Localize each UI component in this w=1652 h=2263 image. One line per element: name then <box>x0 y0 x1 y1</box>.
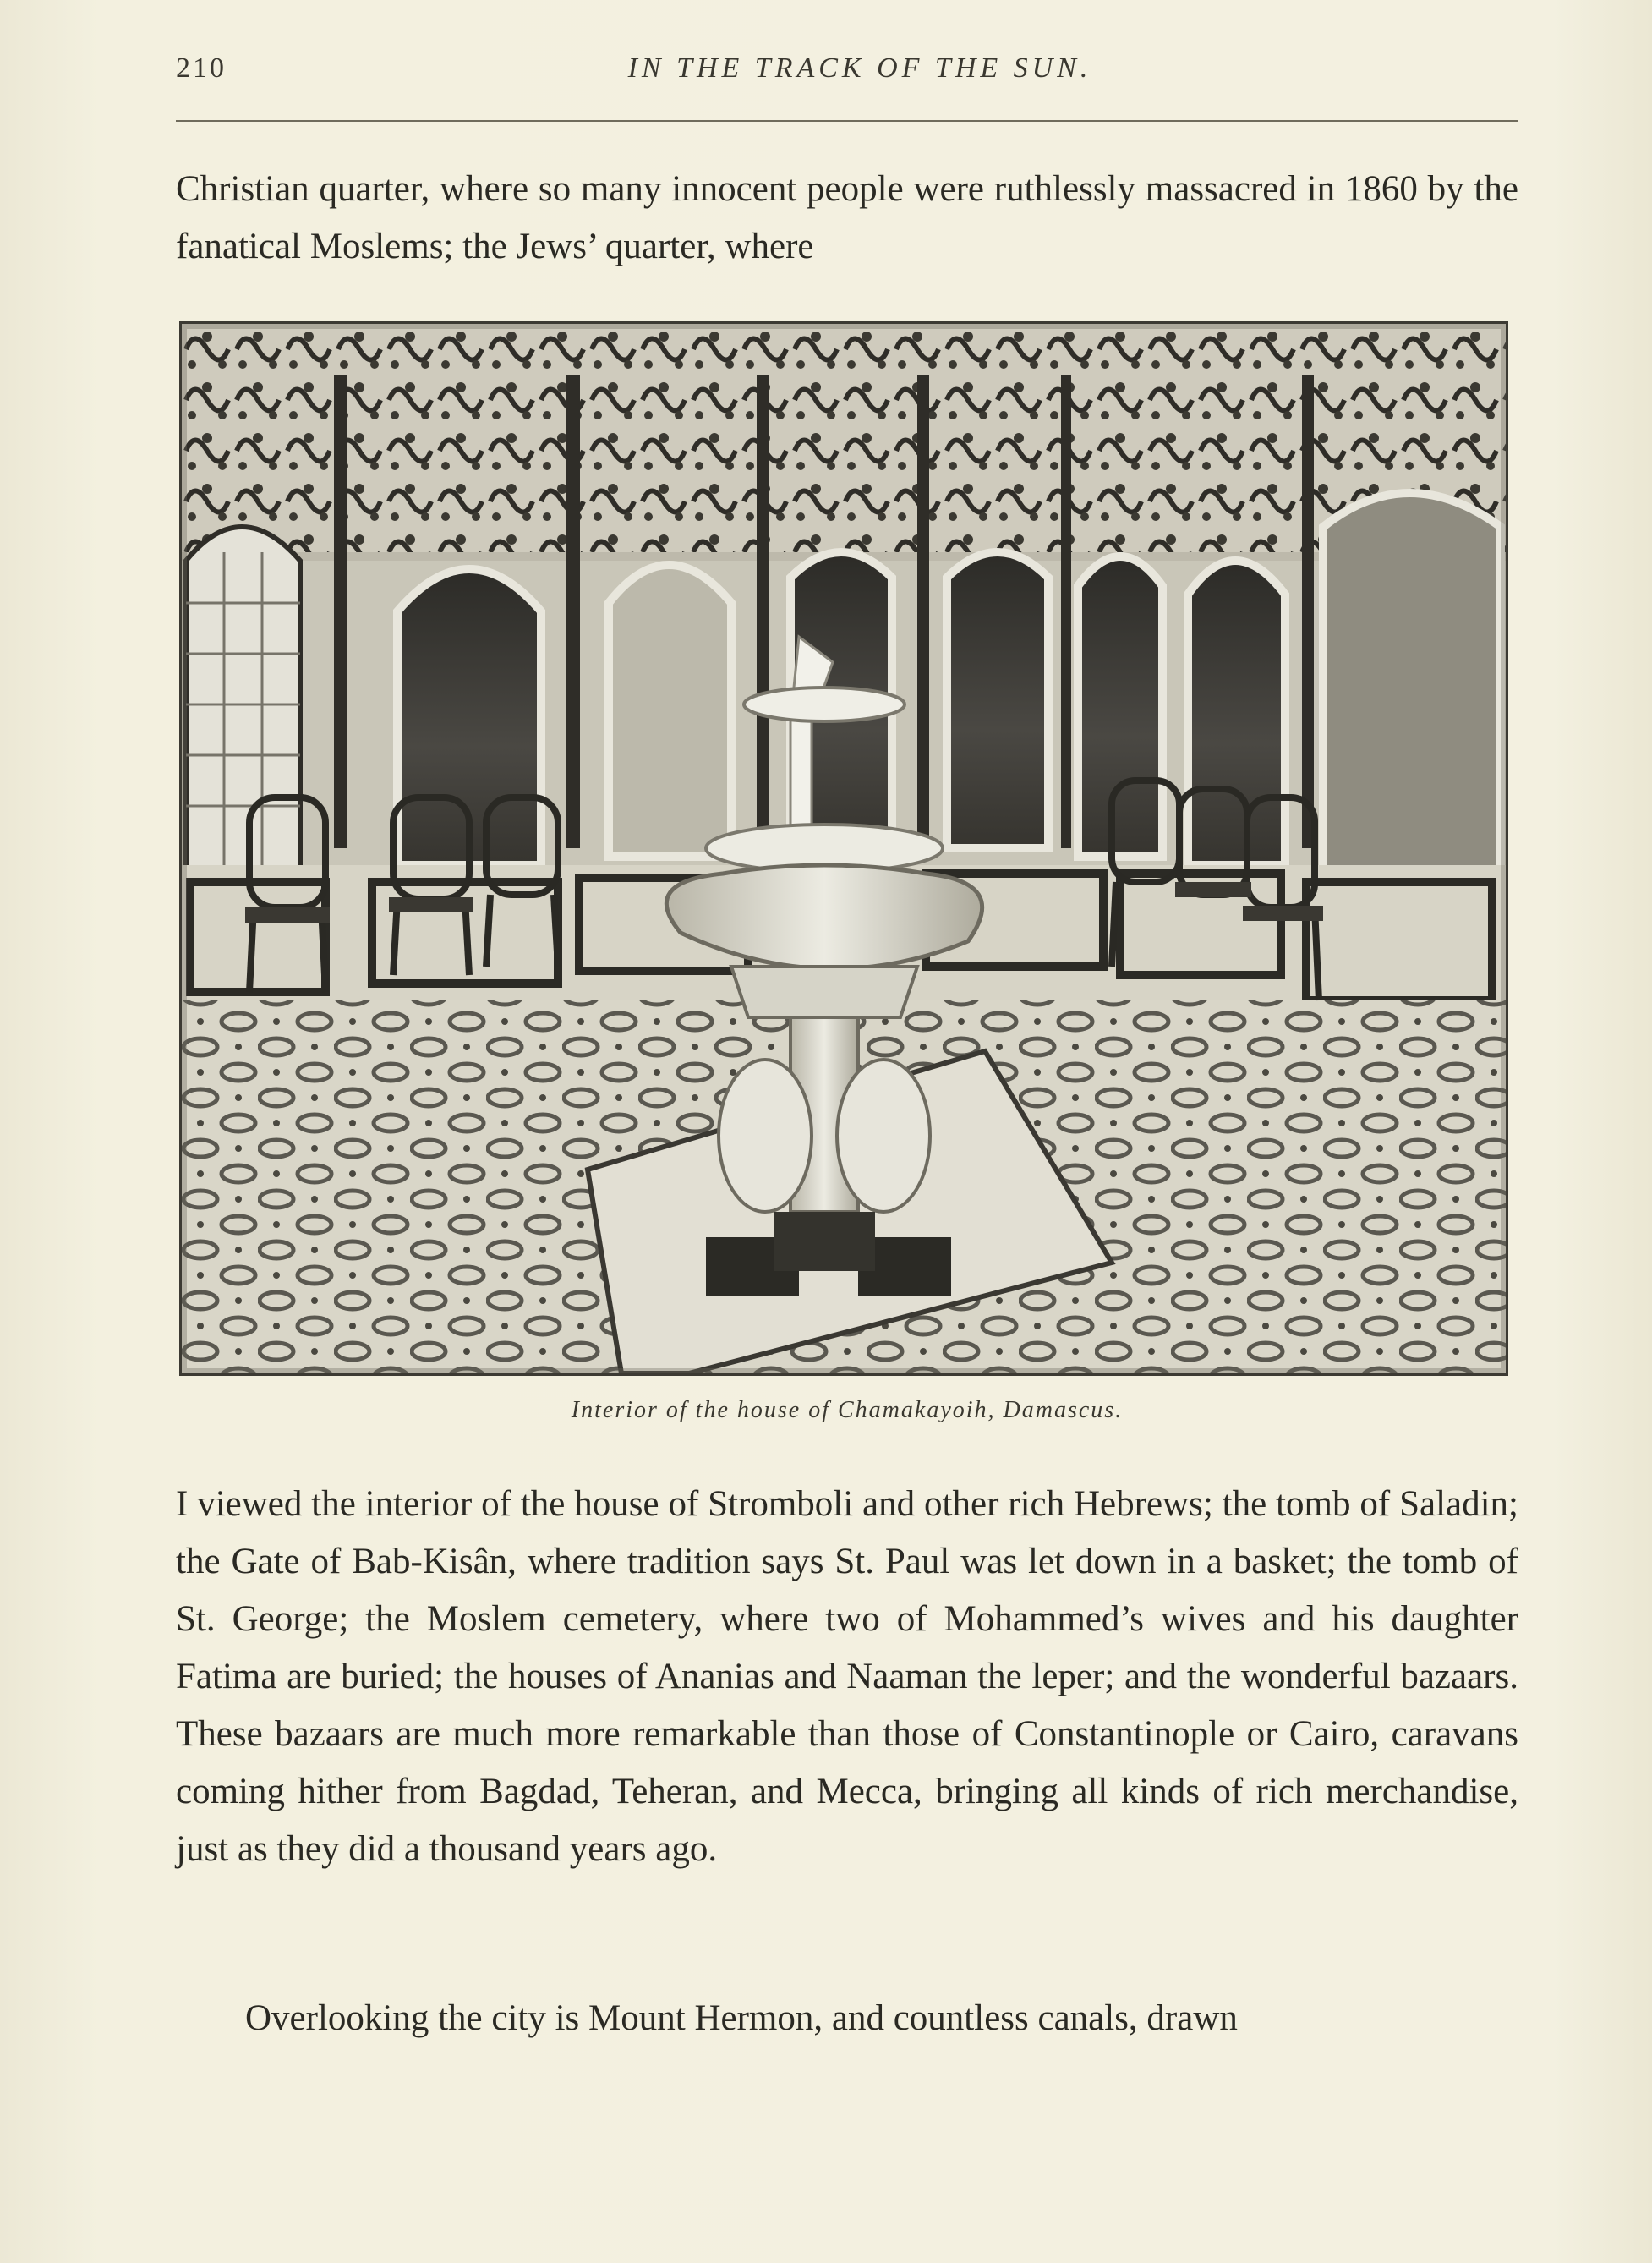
photo-illustration <box>182 324 1506 1373</box>
paragraph-main: I viewed the interior of the house of Stromboli and other rich Hebrews; the tomb of Saladin; the Gate of Bab-Kisân, where tradition says St. Paul was let down in a basket; the tomb of St. George; the Moslem cemetery, where two of Mohammed’s wives and his daughter Fatima are buried; the houses of Ananias and Naaman the leper; and the wonderful bazaars. These bazaars are much more remarkable than those of Constantinople or Cairo, caravans coming hither from Bagdad, Teheran, and Mecca, bringing all kinds of rich merchandise, just as they did a thousand years ago. <box>176 1484 1518 1869</box>
figure-caption: Interior of the house of Chamakayoih, Damascus. <box>571 1397 1124 1423</box>
photo-interior-fountain <box>179 321 1508 1376</box>
page-header <box>176 49 1518 91</box>
header-rule <box>176 120 1518 122</box>
running-title: IN THE TRACK OF THE SUN. <box>627 52 1092 84</box>
paragraph-continued: Christian quarter, where so many innocent people were ruthlessly massacred in 1860 by the fanatical Moslems; the Jews’ quarter, where <box>176 169 1518 266</box>
paragraph-last: Overlooking the city is Mount Hermon, and countless canals, drawn <box>245 1998 1238 2038</box>
page-number: 210 <box>176 52 227 84</box>
